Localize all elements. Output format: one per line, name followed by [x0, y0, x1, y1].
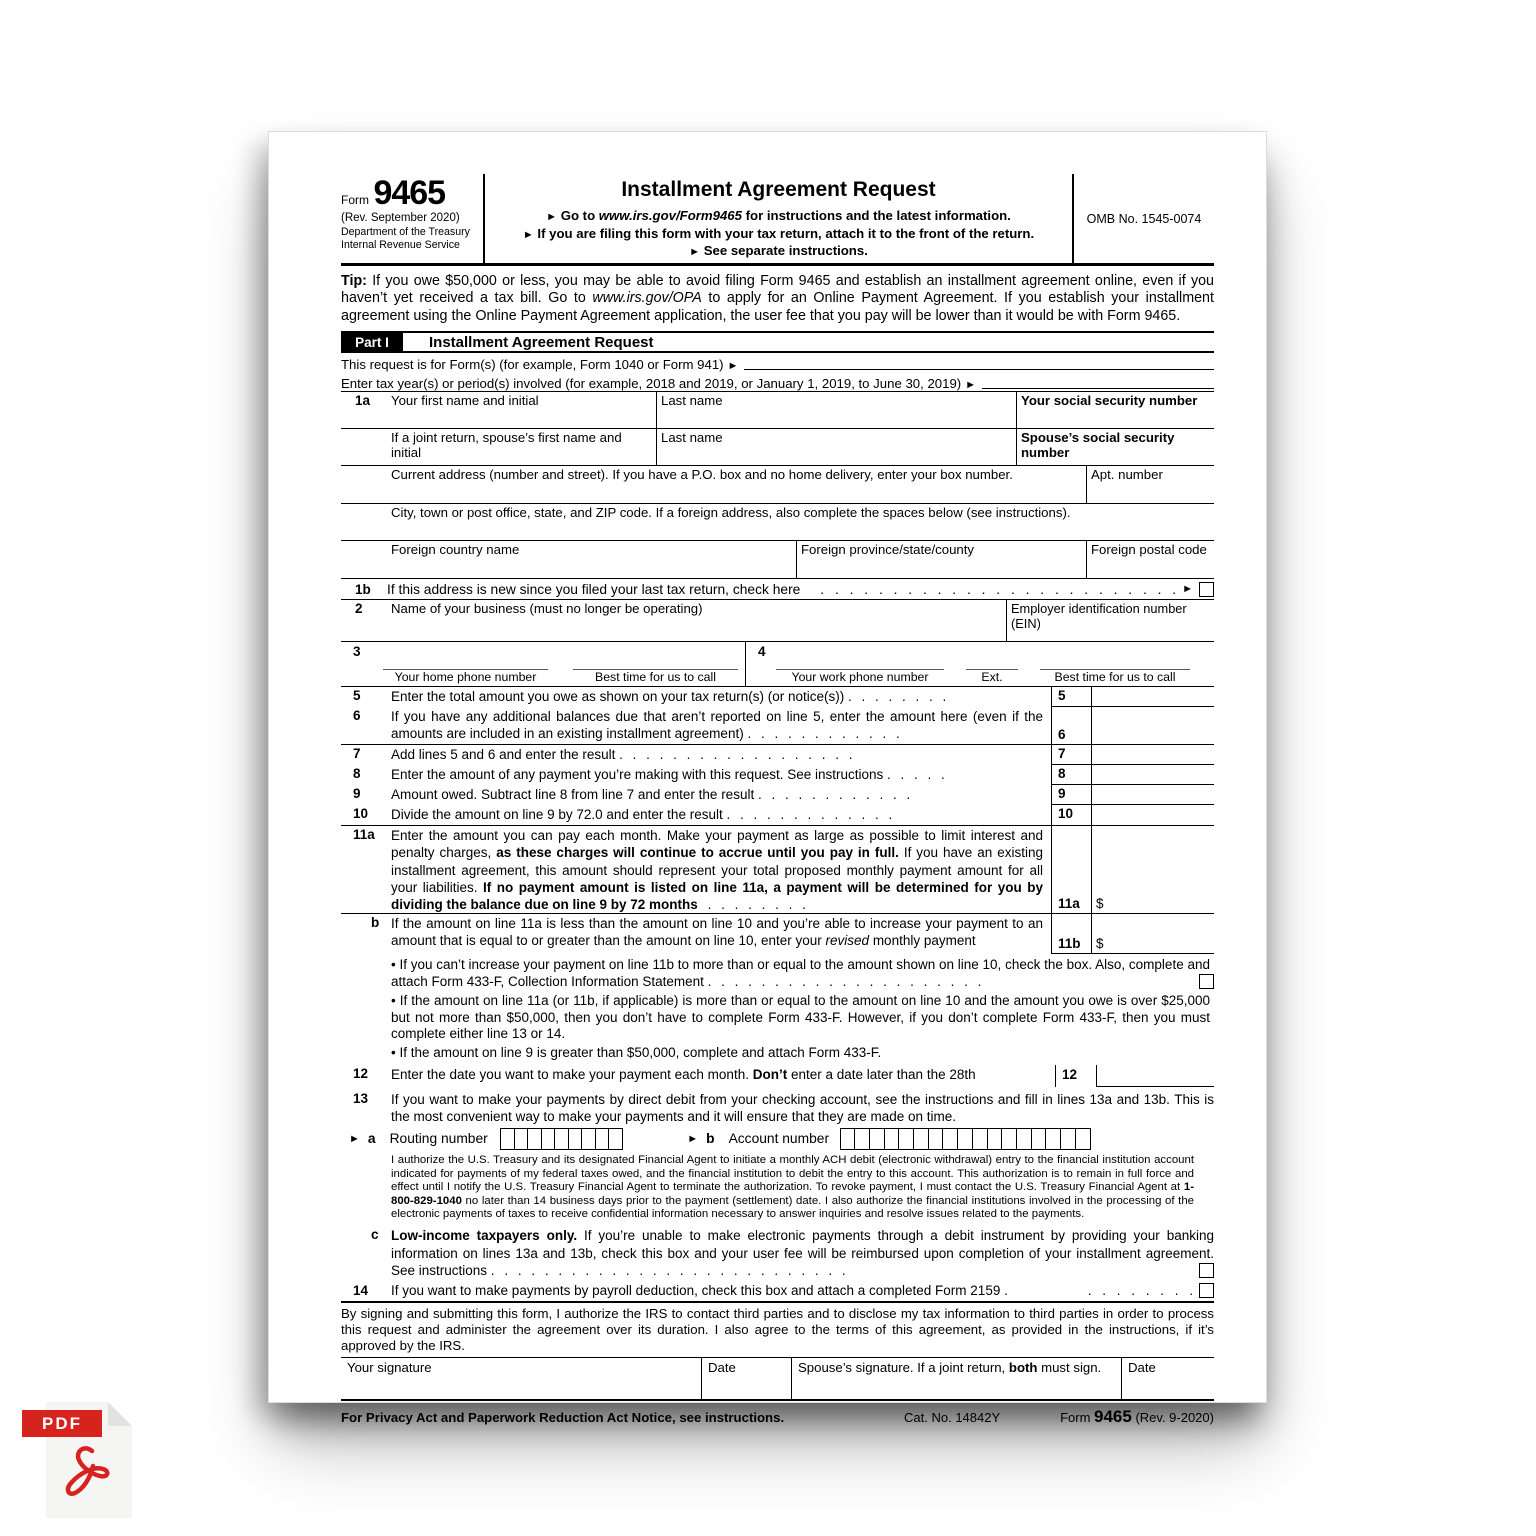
line-1b-text: If this address is new since you filed your last tax return, check here: [387, 581, 801, 597]
line-9-label: Amount owed. Subtract line 8 from line 7 and enter the result: [391, 787, 755, 803]
date-field-2: Date: [1121, 1358, 1214, 1399]
phone-rows: [341, 642, 1214, 687]
line-13a-letter: a: [367, 1131, 376, 1147]
line-11a-p1: Enter the amount you can pay each month. Make your payment as large as possible to limit interest and penalty charges,: [391, 828, 1043, 861]
form-content: [341, 174, 1214, 1427]
line-11a-box-text: 11a: [1058, 896, 1080, 912]
instr1-post: for instructions and the latest information.: [741, 208, 1011, 223]
line-5-box-label: 5: [1051, 687, 1091, 707]
instruction-line-1: [495, 208, 1062, 226]
line-11a-number: 11a: [353, 827, 375, 843]
line-11a-p4: If no payment amount is listed on line 11a, a payment will be determined for you by dividing the balance due on line 9 by 72 months: [391, 879, 1043, 913]
privacy-act-notice: For Privacy Act and Paperwork Reduction Act Notice, see instructions.: [341, 1410, 785, 1426]
arrow-icon: ►: [727, 360, 739, 373]
auth-phone: 1-800-829-1040: [391, 1181, 1194, 1207]
line-11a-p3: If you have an existing installment agreement, this amount should represent your total proposed monthly payment amount for all your liabilities.: [391, 845, 1044, 895]
dot-leader: . . . . . . . .: [697, 897, 806, 913]
line-6-text: [391, 707, 1051, 744]
line-6-number: 6: [353, 708, 361, 724]
foreign-province-field: Foreign province/state/county: [796, 541, 1086, 578]
line-8-amount-field: [1091, 765, 1214, 785]
line-10-box-label: 10: [1051, 805, 1091, 826]
tip-paragraph: [341, 273, 1214, 325]
line-12-p1: Enter the date you want to make your payment each month.: [391, 1067, 753, 1082]
instr1-pre: Go to: [560, 208, 599, 223]
line-6-box-text: 6: [1058, 727, 1066, 743]
line-12-number: 12: [353, 1066, 369, 1081]
request-forms-line: [341, 353, 1214, 372]
dot-leader: . . . . .: [887, 767, 945, 783]
line-11b-number: b: [371, 915, 380, 931]
line-10-amount-field: [1091, 805, 1214, 826]
footer-form-number: 9465: [1094, 1407, 1132, 1427]
line-11a-box-label: [1051, 826, 1091, 914]
line-12-p2: Don’t: [752, 1067, 788, 1082]
instruction-line-3: [495, 243, 1062, 261]
line-11b-box-text: 11b: [1058, 936, 1081, 952]
spouse-first-name-field: If a joint return, spouse’s first name and initial: [391, 430, 622, 461]
form-word: Form: [341, 193, 369, 207]
arrow-icon: ►: [522, 228, 534, 241]
auth-p1: I authorize the U.S. Treasury and its designated Financial Agent to initiate a monthly ACH debit (electronic withdrawal) entry to the financial institution account indicated for payments of my federal taxes owed, and the financial institution to debit the entry to this account. This authorization is to remain in full force and effect until I notify the U.S. Treasury Financial Agent to terminate the authorization. To revoke payment, I must contact the U.S. Treasury Financial Agent at: [391, 1154, 1194, 1194]
dot-leader: . . . . . . . . . . . . . . . . . . . . . . . . . .: [494, 1262, 846, 1278]
line-8-label: Enter the amount of any payment you’re making with this request. See instructions: [391, 767, 884, 783]
line-5-number: 5: [353, 688, 361, 704]
line-1b-row: [341, 579, 1214, 600]
line-1a-number: 1a: [355, 393, 371, 409]
line-3-cell: [341, 642, 746, 686]
address-row: [341, 466, 1214, 504]
line-8-text: [391, 765, 1051, 785]
form-footer: [341, 1407, 1214, 1427]
instr1-url: www.irs.gov/Form9465: [598, 208, 742, 223]
instr2-text: If you are filing this form with your tax return, attach it to the front of the return.: [537, 225, 1035, 241]
footer-form-id: [1060, 1407, 1214, 1427]
dot-leader: . . . . . . . . . . . .: [757, 787, 911, 803]
line-9-row: [341, 785, 1214, 805]
cannot-increase-checkbox: [1199, 974, 1214, 989]
line-12-date-field: [1097, 1065, 1214, 1087]
account-number-boxes: [841, 1128, 1091, 1150]
line-12-p3: enter a date later than the 28th: [787, 1067, 976, 1082]
ext-label: Ext.: [981, 670, 1003, 685]
arrow-icon: ►: [687, 1132, 699, 1145]
your-signature-field: Your signature: [347, 1360, 432, 1376]
line-13c-text: [391, 1226, 1214, 1279]
line-11b-amount-field: [1091, 914, 1214, 954]
ein-field: Employer identification number (EIN): [1006, 600, 1214, 641]
line-12-text: [391, 1065, 1055, 1087]
line-7-box-label: 7: [1051, 745, 1091, 765]
line-11a-p2: as these charges will continue to accrue until you pay in full.: [496, 845, 899, 861]
arrow-icon: ►: [1182, 583, 1193, 596]
line-11a-text: [391, 826, 1051, 913]
signature-authorization-text: By signing and submitting this form, I authorize the IRS to contact third parties and to disclose my tax information to third parties in order to process this request and administer the agreement over its duration. I also agree to the terms of this agreement, as provided in the instructions, if it’s approved by the IRS.: [341, 1306, 1214, 1354]
line-14-number: 14: [353, 1283, 369, 1299]
best-time-label: Best time for us to call: [595, 670, 716, 685]
line-11b-p2: revised: [825, 933, 870, 949]
home-phone-field: [383, 669, 548, 684]
taxpayer-info-table: [341, 391, 1214, 687]
arrow-icon: ►: [349, 1132, 360, 1145]
ach-authorization-text: [391, 1154, 1194, 1221]
arrow-icon: ►: [546, 211, 558, 223]
dot-leader: . . . . . . . . . . . . . . . . . . . .: [711, 974, 982, 990]
line-6-label: If you have any additional balances due that aren’t reported on line 5, enter the amount here (even if the amounts are included in an existing installment agreement): [391, 709, 1043, 742]
form-header: [341, 174, 1214, 266]
line-4-number: 4: [758, 644, 766, 660]
line-11a-amount-field: [1091, 826, 1214, 914]
tax-years-line: [341, 372, 1214, 391]
arrow-icon: ►: [965, 379, 977, 392]
ssn-field: Your social security number: [1016, 392, 1214, 428]
tax-years-text: Enter tax year(s) or period(s) involved (for example, 2018 and 2019, or January 1, 2019, to June 30, 2019): [341, 376, 962, 392]
spouse-last-name-field: Last name: [656, 429, 1016, 465]
foreign-country-field: Foreign country name: [391, 542, 520, 558]
line-5-label: Enter the total amount you owe as shown on your tax return(s) (or notice(s)): [391, 689, 845, 705]
instruction-line-2: [495, 226, 1062, 244]
tip-url: www.irs.gov/OPA: [592, 290, 702, 307]
line-10-row: [341, 805, 1214, 826]
spouse-sig-p1: Spouse’s signature. If a joint return,: [798, 1360, 1009, 1376]
line-7-text: [391, 745, 1051, 765]
instr3-text: See separate instructions.: [703, 243, 868, 258]
tip-label: Tip:: [341, 273, 367, 289]
bullet-3: [341, 1045, 1214, 1062]
line-7-row: [341, 745, 1214, 765]
line-6-box-label: [1051, 707, 1091, 745]
spouse-sig-p2: must sign.: [1037, 1360, 1102, 1376]
line-14-text: If you want to make payments by payroll deduction, check this box and attach a completed Form 2159 .: [391, 1282, 1008, 1298]
dollar-sign: $: [1096, 936, 1104, 952]
tax-years-input-line: [982, 388, 1214, 389]
dot-leader: . . . . . . . .: [1087, 1282, 1193, 1298]
last-name-field: Last name: [656, 392, 1016, 428]
work-phone-label: Your work phone number: [791, 670, 929, 685]
line-6-row: [341, 707, 1214, 745]
form-title: Installment Agreement Request: [621, 178, 936, 201]
routing-number-label: Routing number: [389, 1131, 488, 1147]
entry-box: [1075, 1128, 1091, 1150]
tip-text-1: If you owe $50,000 or less, you may be able to avoid filing Form 9465 and establish an installment agreement online, even if you haven’t yet received a tax bill. Go to: [341, 273, 1214, 307]
line-11b-p3: monthly payment: [869, 933, 976, 949]
line-11b-box-label: [1051, 914, 1091, 954]
part1-label: Part I: [341, 333, 403, 351]
city-state-zip-field: City, town or post office, state, and ZIP code. If a foreign address, also complete the spaces below (see instructions).: [391, 505, 1071, 521]
request-forms-text: This request is for Form(s) (for example, Form 1040 or Form 941): [341, 357, 724, 373]
line-12-box-label: 12: [1055, 1065, 1097, 1087]
line-10-number: 10: [353, 806, 369, 822]
bullet-1-text: • If you can’t increase your payment on line 11b to more than or equal to the amount shown on line 10, check the box. Also, complete and attach Form 433-F, Collection Information Statement .: [391, 957, 1210, 990]
line-12-row: [341, 1065, 1214, 1087]
line-4-cell: [746, 642, 1214, 686]
work-phone-field: [776, 669, 944, 684]
current-address-field: Current address (number and street). If you have a P.O. box and no home delivery, enter your box number.: [391, 467, 1013, 483]
spacer-cell: [341, 429, 387, 465]
line-5-main: [341, 687, 1051, 707]
account-number-label: Account number: [728, 1131, 830, 1147]
line-6-main: [341, 707, 1051, 745]
line-5-text: [391, 687, 1051, 707]
business-name-field: Name of your business (must no longer be operating): [391, 601, 703, 617]
treasury-dept: Department of the Treasury: [341, 226, 470, 238]
form-number: 9465: [373, 174, 446, 212]
footer-form-word: Form: [1060, 1410, 1095, 1426]
part1-title: Installment Agreement Request: [429, 333, 654, 351]
line-11a-main: [341, 826, 1051, 914]
bullet-2: [341, 993, 1214, 1043]
new-address-checkbox: [1199, 582, 1214, 597]
line-3-number: 3: [353, 644, 361, 660]
dot-leader: . . . . . . . . . . . . .: [726, 807, 893, 823]
tip-text-2: to apply for an Online Payment Agreement. If you establish your installment agreement using the Online Payment Agreement application, the user fee that you pay will be lower than it would be with Form 9465.: [341, 290, 1214, 324]
line-3-underlines: [383, 669, 738, 684]
low-income-checkbox: [1199, 1263, 1214, 1278]
line-5-row: [341, 687, 1214, 707]
best-time-label-2: Best time for us to call: [1054, 670, 1176, 685]
line-5-amount-field: [1091, 687, 1214, 707]
line-13c-bold: Low-income taxpayers only.: [391, 1228, 578, 1244]
line-1b-number: 1b: [355, 581, 371, 597]
spouse-name-row: [341, 429, 1214, 466]
line-9-number: 9: [353, 786, 361, 802]
routing-number-boxes: [502, 1128, 624, 1150]
taxpayer-name-row: [341, 392, 1214, 429]
line-7-main: [341, 745, 1051, 765]
date-field-1: Date: [701, 1358, 791, 1399]
line-13-row: [341, 1090, 1214, 1125]
dollar-sign: $: [1096, 896, 1104, 912]
line-8-number: 8: [353, 766, 361, 782]
auth-p3: no later than 14 business days prior to the payment (settlement) date. I also authorize the financial institutions involved in the processing of the electronic payments of taxes to receive confidential information necessary to answer inquiries and resolve issues related to the payments.: [391, 1194, 1194, 1221]
line-7-label: Add lines 5 and 6 and enter the result: [391, 747, 616, 763]
pdf-label-badge: [22, 1410, 102, 1437]
part1-header: [341, 331, 1214, 353]
line-7-amount-field: [1091, 745, 1214, 765]
spouse-ssn-field: Spouse’s social security number: [1016, 429, 1214, 465]
line-4-underlines: [776, 669, 1190, 684]
omb-number: OMB No. 1545-0074: [1086, 211, 1202, 226]
line-8-box-label: 8: [1051, 765, 1091, 785]
irs-agency: Internal Revenue Service: [341, 238, 460, 251]
line-6-amount-field: [1091, 707, 1214, 745]
line-11a-row: [341, 826, 1214, 914]
apt-number-field: Apt. number: [1086, 466, 1214, 503]
pdf-label: PDF: [42, 1413, 82, 1433]
line-2-row: [341, 600, 1214, 642]
line-11b-main: [341, 914, 1051, 954]
home-phone-label: Your home phone number: [394, 670, 537, 685]
line-9-text: [391, 785, 1051, 805]
line-8-row: [341, 765, 1214, 785]
request-forms-input-line: [744, 369, 1214, 370]
line-9-box-label: 9: [1051, 785, 1091, 805]
line-8-main: [341, 765, 1051, 785]
line-13-number: 13: [353, 1091, 369, 1106]
form-revision: (Rev. September 2020): [341, 212, 460, 224]
line-13c-letter: c: [371, 1227, 379, 1243]
catalog-number: Cat. No. 14842Y: [904, 1410, 1001, 1426]
signature-row: [341, 1357, 1214, 1401]
arrow-icon: ►: [689, 246, 701, 258]
line-9-main: [341, 785, 1051, 805]
ext-field: [966, 669, 1018, 684]
bullet-2-text: • If the amount on line 11a (or 11b, if applicable) is more than or equal to the amount on line 10 and the amount you owe is over $25,000 but not more than $50,000, then you don’t have to complete Form 433-F. However, if you don’t complete Form 433-F, then you must complete either line 13 or 14.: [391, 992, 1210, 1042]
bullet-3-text: • If the amount on line 9 is greater than $50,000, complete and attach Form 433-F.: [391, 1045, 882, 1061]
line-10-label: Divide the amount on line 9 by 72.0 and enter the result: [391, 807, 723, 823]
dot-leader: . . . . . . . . . . . . . . . . . .: [619, 747, 853, 763]
line-11b-p1: If the amount on line 11a is less than the amount on line 10 and you’re able to increase your payment to an amount that is equal to or greater than the amount on line 10, enter your: [391, 916, 1043, 949]
line-13ab-row: [341, 1125, 1214, 1152]
line-10-main: [341, 805, 1051, 826]
line-14-row: [341, 1279, 1214, 1303]
page-fold-corner-icon: [108, 1402, 132, 1426]
payroll-deduction-checkbox: [1199, 1283, 1214, 1298]
spouse-sig-bold: both: [1008, 1360, 1038, 1376]
best-time-field: [573, 669, 738, 684]
best-time-field-2: [1040, 669, 1190, 684]
line-11b-row: [341, 914, 1214, 954]
foreign-postal-field: Foreign postal code: [1086, 541, 1214, 578]
form-id-block: [341, 174, 485, 263]
line-10-text: [391, 805, 1051, 825]
line-2-number: 2: [355, 601, 363, 617]
form-title-block: [485, 174, 1074, 263]
acrobat-swirl-icon: [62, 1445, 114, 1503]
line-13c-p2: If you’re unable to make electronic payments through a debit instrument by providing your banking information on lines 13a and 13b, check this box and your user fee will be reimbursed upon completion of your installment agreement. See instructions .: [391, 1228, 1214, 1278]
line-13b-letter: b: [706, 1131, 715, 1147]
form-9465-page: [268, 131, 1267, 1427]
dot-leader: . . . . . . . .: [847, 689, 947, 705]
spouse-signature-field: [791, 1358, 1121, 1399]
footer-form-rev: (Rev. 9-2020): [1131, 1410, 1214, 1426]
line-11b-text: [391, 914, 1051, 954]
line-13c-row: [341, 1226, 1214, 1279]
first-name-field: Your first name and initial: [391, 393, 539, 409]
city-row: [341, 504, 1214, 541]
line-9-amount-field: [1091, 785, 1214, 805]
dot-leader: . . . . . . . . . . . . . . . . . . . . . . . . .: [820, 581, 1177, 597]
bullet-1: [341, 957, 1214, 991]
line-13-text: If you want to make your payments by direct debit from your checking account, see the instructions and fill in lines 13a and 13b. This is the most convenient way to make your payments and it will ensure that they are made on time.: [391, 1092, 1214, 1125]
dot-leader: . . . . . . . . . . . .: [747, 726, 900, 742]
line-7-number: 7: [353, 746, 361, 762]
entry-box: [608, 1128, 623, 1150]
foreign-address-row: [341, 541, 1214, 579]
